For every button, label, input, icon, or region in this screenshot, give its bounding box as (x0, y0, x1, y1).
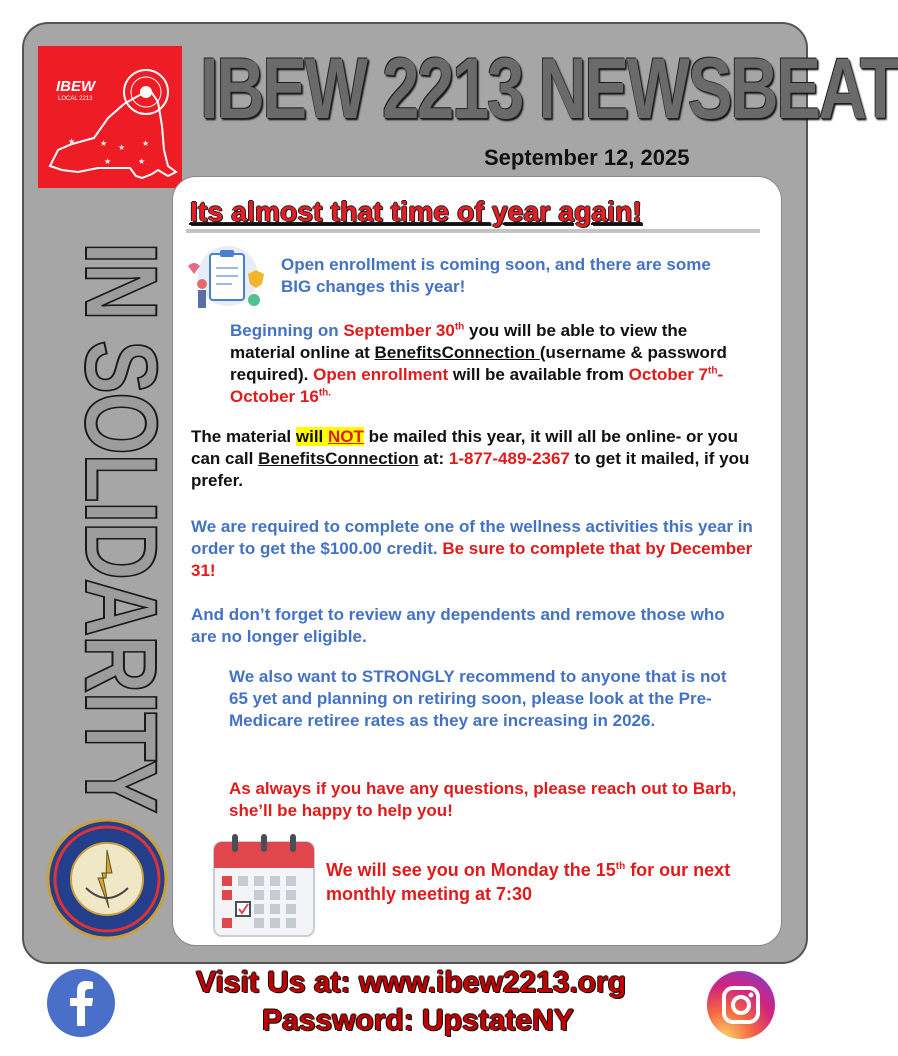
dates-october-16: -October 16 (230, 365, 724, 406)
dates-t5: (username & password required). (230, 343, 727, 384)
intro-open-enrollment: Open enrollment (281, 255, 417, 274)
svg-text:★: ★ (138, 157, 146, 166)
wellness-t1: We are required to complete one of the wellness activities this year in order to get the $100.00 credit. (191, 517, 753, 558)
enrollment-clipboard-icon (180, 240, 270, 320)
questions-paragraph: As always if you have any questions, please reach out to Barb, she’ll be happy to help you! (229, 779, 737, 820)
mail-t6: at: (418, 449, 449, 468)
intro-paragraph (281, 254, 731, 298)
dates-t3: you will be able to view the material online at (230, 321, 688, 362)
new-york-state-map-icon (38, 46, 182, 188)
intro-text: is coming soon, and there are some BIG changes this year! (281, 255, 711, 296)
article-title: Its almost that time of year again! (190, 196, 642, 227)
calendar-icon (210, 832, 318, 940)
mail-will: will (295, 427, 328, 446)
password-line: Password: UpstateNY (262, 1004, 574, 1037)
website-line[interactable]: Visit Us at: www.ibew2213.org (196, 966, 627, 999)
retiree-paragraph: We also want to STRONGLY recommend to anyone that is not 65 yet and planning on retiring soon, please look at the Pre-Medicare retiree rates as they are increasing in 2026. (229, 667, 727, 730)
title-shadow-bar (186, 229, 760, 233)
svg-text:★: ★ (104, 157, 112, 166)
mail-t1: The material (191, 427, 296, 446)
newsletter-title: IBEW 2213 NEWSBEAT (200, 41, 898, 137)
side-text-content: IN SOLIDARITY (64, 242, 178, 965)
side-solidarity-text (48, 238, 178, 965)
logo-ibew-text: IBEW (56, 78, 96, 95)
mail-t8: to get it mailed, if you prefer. (191, 449, 750, 490)
dates-sup-3: th. (318, 387, 332, 399)
meeting-t1: We will see you on Monday the 15 (326, 860, 616, 880)
ibew-seal-icon (46, 818, 168, 940)
benefitsconnection-link-2[interactable]: BenefitsConnection (258, 449, 419, 468)
ibew-local-logo (38, 46, 182, 188)
mail-not: NOT (328, 427, 364, 446)
instagram-icon[interactable] (706, 970, 776, 1040)
benefitsconnection-link[interactable]: BenefitsConnection (374, 343, 540, 362)
facebook-icon[interactable] (46, 968, 116, 1038)
dates-sup-2: th (708, 365, 718, 377)
dates-open-enrollment: Open enrollment (313, 365, 449, 384)
issue-date: September 12, 2025 (484, 145, 690, 170)
svg-text:★: ★ (68, 137, 76, 146)
dates-october-7: October 7 (628, 365, 709, 384)
logo-local-text: LOCAL 2213 (58, 96, 93, 102)
dates-t7: will be available from (448, 365, 629, 384)
wellness-deadline: Be sure to complete that by December 31! (191, 539, 753, 580)
dates-paragraph (230, 320, 730, 408)
meeting-t2: for our next monthly meeting at 7:30 (326, 860, 731, 904)
phone-number[interactable]: 1-877-489-2367 (448, 449, 570, 468)
wellness-paragraph (191, 516, 761, 582)
mail-paragraph (191, 426, 751, 492)
dates-sup-1: th (454, 321, 465, 333)
svg-text:★: ★ (100, 139, 108, 148)
mail-t4: be mailed this year, it will all be online- or you can call (191, 427, 738, 468)
svg-text:★: ★ (118, 143, 126, 152)
meeting-paragraph (326, 858, 746, 906)
dates-september-30: September 30 (343, 321, 455, 340)
svg-text:★: ★ (142, 139, 150, 148)
meeting-sup: th (615, 861, 626, 872)
dates-t1: Beginning on (230, 321, 344, 340)
dependents-paragraph: And don’t forget to review any dependents and remove those who are no longer eligible. (191, 605, 725, 646)
